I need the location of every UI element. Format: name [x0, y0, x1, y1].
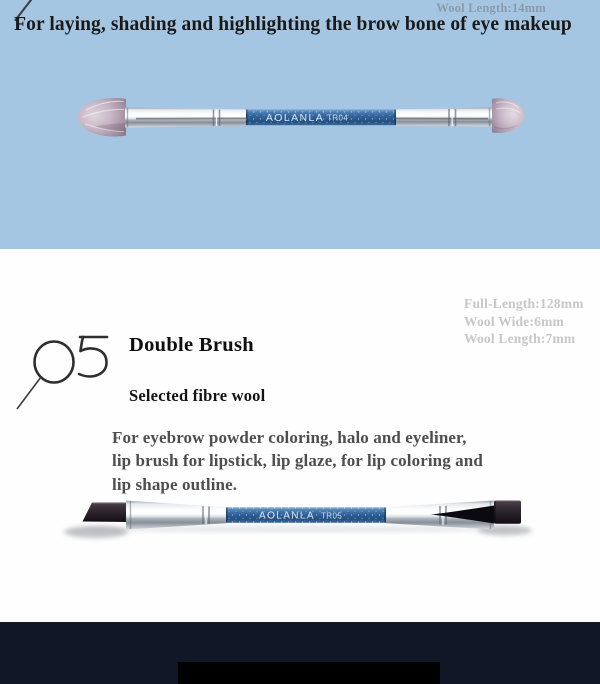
product-subtitle: Selected fibre wool	[129, 386, 266, 405]
double-ended-eyeshadow-brush-image	[0, 82, 600, 154]
description-line: lip brush for lipstick, lip glaze, for lip coloring and	[112, 451, 483, 471]
footer-bar	[0, 622, 600, 684]
spec-list	[464, 295, 584, 348]
flat-lip-head	[494, 501, 521, 524]
section-eyeshadow-brush	[0, 0, 600, 249]
product-index-number	[26, 334, 91, 401]
description-line: lip shape outline.	[112, 474, 238, 494]
brush-model-text: TR04	[327, 113, 349, 123]
brush-brand-text: AOLANLA	[265, 112, 325, 124]
angled-brow-head	[83, 503, 129, 523]
product-title: Double Brush	[129, 334, 254, 356]
spec-wool-length-label: Wool Length:14mm	[436, 1, 546, 15]
double-ended-brow-lip-brush-image	[0, 485, 600, 557]
spec-full-length: Full-Length:128mm	[464, 296, 584, 311]
spec-wool-length: Wool Length:7mm	[464, 331, 576, 346]
headline-usage-text: For laying, shading and highlighting the brow bone of eye makeup	[14, 14, 572, 35]
footer-black-box	[178, 662, 440, 684]
brush-brand-text: AOLANLA	[259, 510, 315, 522]
section-double-brush	[0, 249, 600, 622]
spec-wool-wide: Wool Wide:6mm	[464, 313, 564, 329]
description-line: For eyebrow powder coloring, halo and eyeliner,	[112, 428, 467, 447]
brush-model-text: TR05	[321, 511, 343, 521]
